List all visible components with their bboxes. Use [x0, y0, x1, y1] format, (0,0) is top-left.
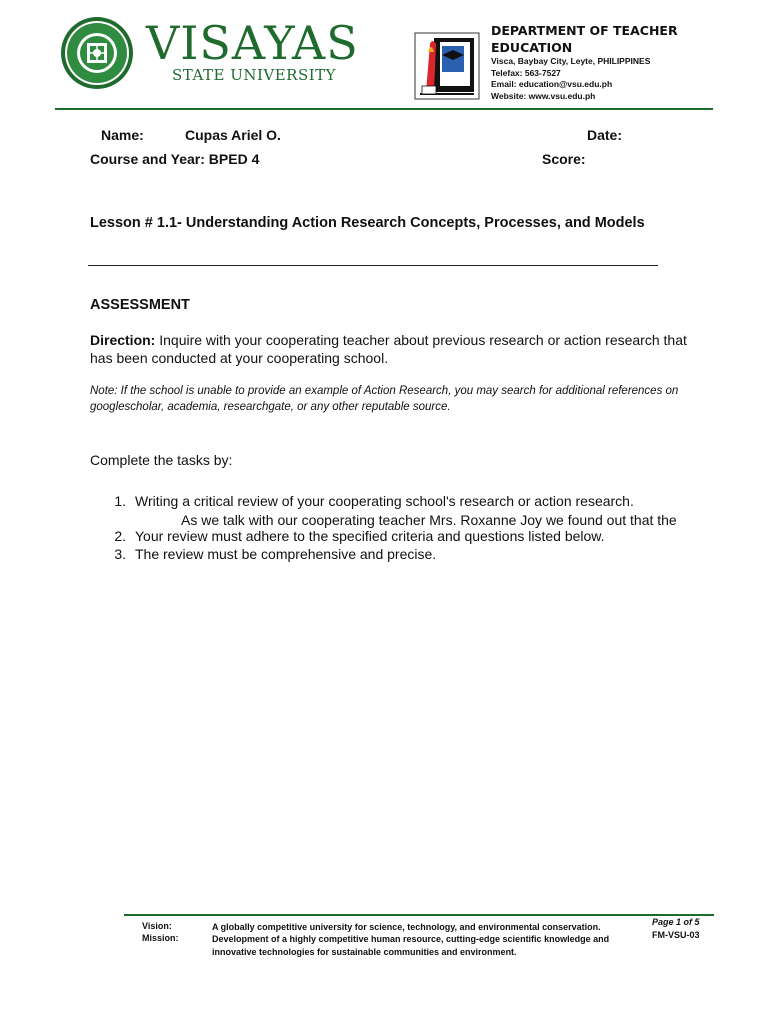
task-number: 2.: [114, 528, 126, 544]
direction-paragraph: [90, 331, 690, 367]
university-subname: STATE UNIVERSITY: [172, 66, 337, 84]
task-number: 1.: [114, 493, 126, 509]
note-text: Note: If the school is unable to provide an example of Action Research, you may search for additional references on googlescholar, academia, researchgate, or any other reputable source.: [90, 385, 679, 413]
date-label: Date:: [587, 127, 623, 143]
name-value: Cupas Ariel O.: [185, 127, 281, 143]
task-text: Writing a critical review of your cooperating school's research or action research.: [135, 493, 634, 509]
page-number: Page 1 of 5: [652, 917, 700, 927]
assessment-heading: ASSESSMENT: [90, 297, 190, 313]
department-address: Visca, Baybay City, Leyte, PHILIPPINES: [491, 56, 651, 66]
department-title: DEPARTMENT OF TEACHER EDUCATION: [491, 23, 678, 55]
form-code: FM-VSU-03: [652, 930, 700, 940]
direction-text: Inquire with your cooperating teacher about previous research or action research that has been conducted at your cooperating school.: [90, 332, 687, 366]
header-divider: [55, 108, 713, 110]
task-number: 3.: [114, 546, 126, 562]
department-email: Email: education@vsu.edu.ph: [491, 79, 613, 90]
course-year-label: Course and Year: BPED 4: [90, 151, 260, 167]
task-text: Your review must adhere to the specified criteria and questions listed below.: [135, 528, 605, 544]
lesson-title: Lesson # 1.1- Understanding Action Research Concepts, Processes, and Models: [90, 215, 645, 231]
name-label: Name:: [101, 127, 144, 143]
typed-answer[interactable]: As we talk with our cooperating teacher Mrs. Roxanne Joy we found out that the: [181, 512, 677, 528]
department-telefax: Telefax: 563-7527: [491, 67, 561, 78]
department-logo-icon: [414, 32, 480, 100]
mission-label: Mission:: [142, 933, 179, 943]
university-name: VISAYAS: [146, 16, 359, 70]
footer-divider: [124, 914, 714, 916]
mission-text: Development of a highly competitive human resource, cutting-edge scientific knowledge and innovative technologies for sustainable communities and environment.: [212, 934, 610, 957]
vision-label: Vision:: [142, 921, 172, 931]
score-label: Score:: [542, 151, 586, 167]
department-website: Website: www.vsu.edu.ph: [491, 90, 596, 101]
department-contact: [491, 56, 650, 102]
task-text: The review must be comprehensive and precise.: [135, 546, 437, 562]
lesson-divider: [88, 265, 658, 266]
university-seal-icon: [60, 16, 134, 90]
direction-label: Direction:: [90, 332, 156, 348]
vision-text: A globally competitive university for science, technology, and environmental conservation.: [212, 922, 601, 932]
complete-tasks-intro: Complete the tasks by:: [90, 452, 233, 468]
